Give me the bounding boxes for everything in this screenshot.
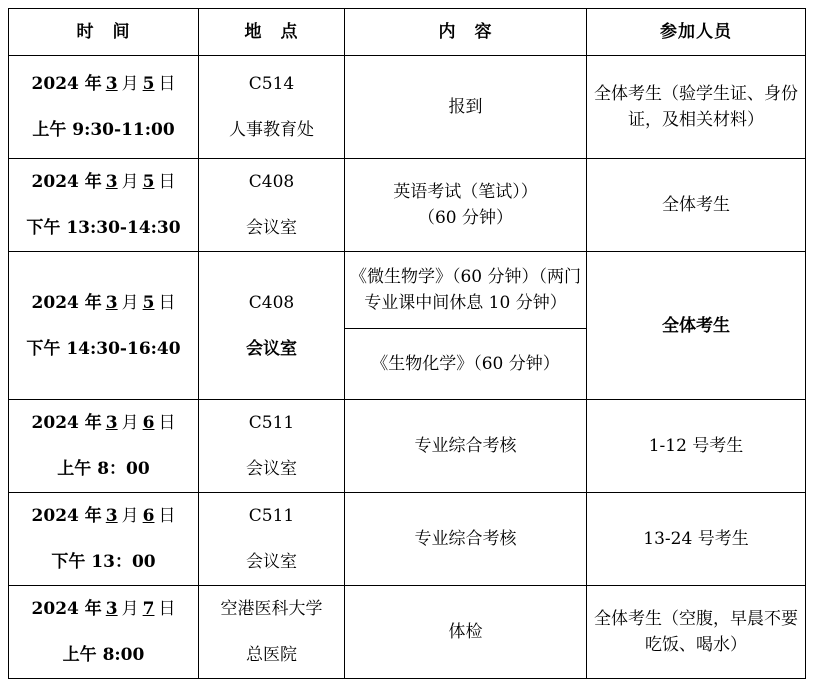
table-row (9, 586, 806, 679)
place-cell (199, 56, 345, 159)
table-row (9, 252, 806, 329)
header-people: 参加人员 (587, 9, 806, 56)
content-line: （60 分钟） (417, 208, 514, 228)
location-text: 会议室 (246, 218, 297, 238)
time-text: 上午 8:00 (62, 645, 145, 665)
room-text: C408 (248, 292, 295, 313)
place-cell (199, 159, 345, 252)
table-row (9, 159, 806, 252)
header-place: 地 点 (199, 9, 345, 56)
time-text: 下午 13:30-14:30 (26, 218, 181, 238)
table-row (9, 56, 806, 159)
content-cell: 《微生物学》（60 分钟）（两门专业课中间休息 10 分钟） (345, 252, 587, 329)
content-line: 英语考试（笔试）） (393, 182, 538, 202)
room-text: C408 (248, 172, 295, 192)
time-cell (9, 56, 199, 159)
time-text: 下午 14:30-16:40 (26, 338, 181, 359)
date-text: 2024 年 3 月 5 日 (31, 172, 176, 192)
content-cell (345, 159, 587, 252)
time-cell (9, 400, 199, 493)
people-cell: 全体考生 (587, 159, 806, 252)
place-cell (199, 586, 345, 679)
place-cell (199, 493, 345, 586)
location-text: 会议室 (246, 338, 297, 359)
time-text: 上午 9:30-11:00 (32, 120, 175, 140)
people-cell: 1-12 号考生 (587, 400, 806, 493)
people-cell: 全体考生 (587, 252, 806, 400)
people-cell: 13-24 号考生 (587, 493, 806, 586)
date-text: 2024 年 3 月 6 日 (31, 413, 176, 433)
time-text: 上午 8：00 (57, 459, 150, 479)
table-row (9, 493, 806, 586)
time-cell (9, 586, 199, 679)
schedule-table (8, 8, 806, 679)
time-cell (9, 159, 199, 252)
place-cell (199, 400, 345, 493)
location-text: 会议室 (246, 552, 297, 572)
header-time: 时 间 (9, 9, 199, 56)
header-content: 内 容 (345, 9, 587, 56)
content-cell: 专业综合考核 (345, 400, 587, 493)
time-cell (9, 252, 199, 400)
room-text: C511 (248, 506, 295, 526)
location-text: 总医院 (246, 645, 297, 665)
date-text: 2024 年 3 月 7 日 (31, 599, 176, 619)
header-row (9, 9, 806, 56)
content-cell: 体检 (345, 586, 587, 679)
location-text: 人事教育处 (229, 120, 314, 140)
date-text: 2024 年 3 月 5 日 (31, 292, 176, 313)
table-row (9, 400, 806, 493)
content-cell: 专业综合考核 (345, 493, 587, 586)
place-cell (199, 252, 345, 400)
date-text: 2024 年 3 月 5 日 (31, 74, 176, 94)
people-cell: 全体考生（空腹，早晨不要吃饭、喝水） (587, 586, 806, 679)
date-text: 2024 年 3 月 6 日 (31, 506, 176, 526)
room-text: C511 (248, 413, 295, 433)
content-cell: 报到 (345, 56, 587, 159)
location-text: 空港医科大学 (220, 599, 323, 619)
location-text: 会议室 (246, 459, 297, 479)
time-text: 下午 13：00 (51, 552, 156, 572)
content-cell: 《生物化学》（60 分钟） (345, 329, 587, 400)
room-text: C514 (248, 74, 295, 94)
time-cell (9, 493, 199, 586)
people-cell: 全体考生（验学生证、身份证，及相关材料） (587, 56, 806, 159)
